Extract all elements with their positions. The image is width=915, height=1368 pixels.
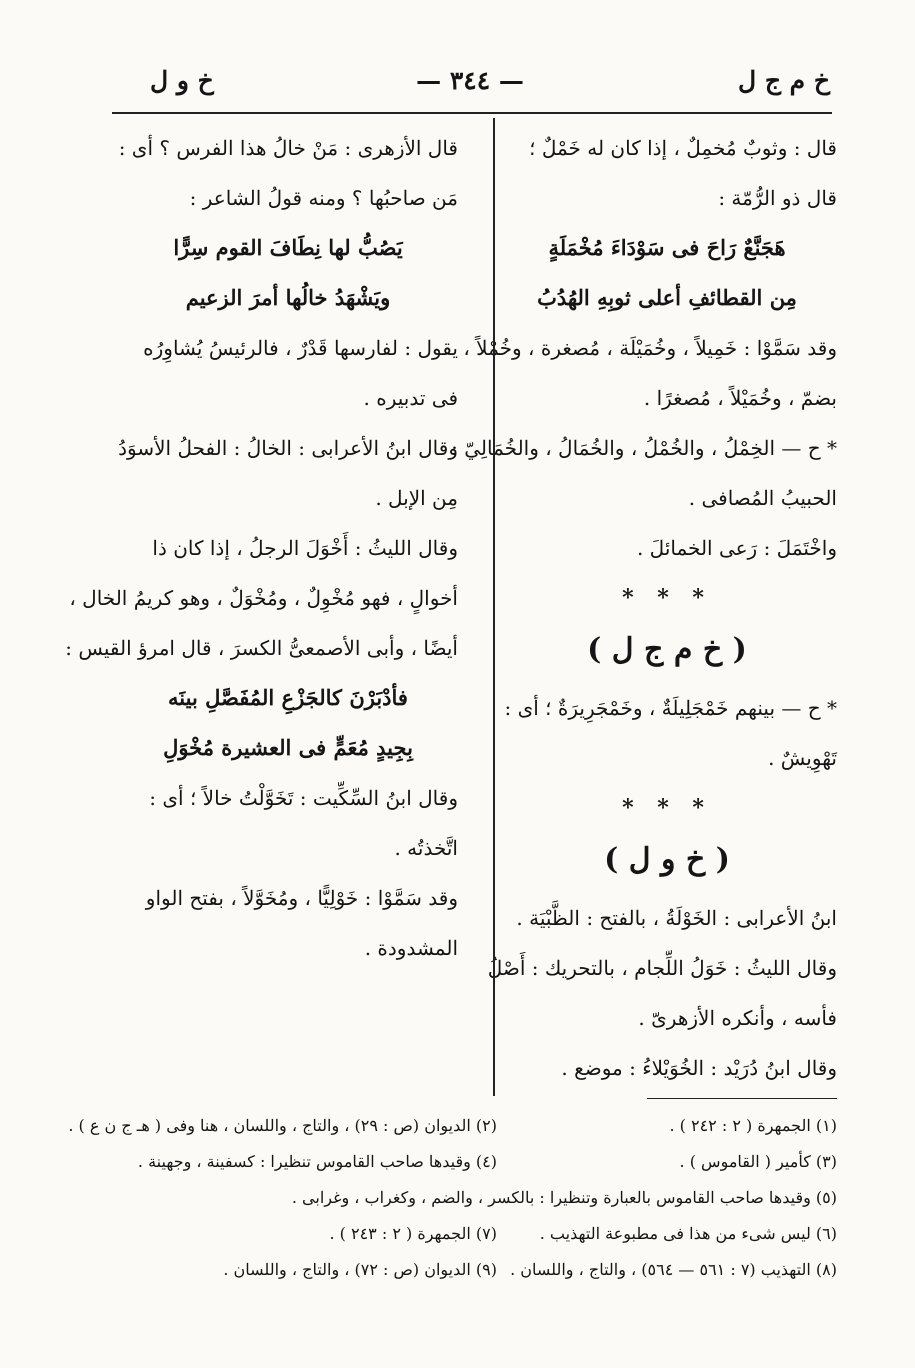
- footnote-9: (٩) الديوان (ص : ٧٢) ، والتاج ، واللسان .: [223, 1260, 497, 1279]
- text-line: فأسه ، وأنكره الأزهرىّ .: [638, 1006, 837, 1030]
- verse-line: فأدْبَرْنَ كالجَزْعِ المُفَصَّلِ بينَه: [168, 685, 408, 710]
- verse-line: بِجِيدٍ مُعَمٍّ فى العشيرة مُخْوَلِ: [163, 735, 413, 760]
- text-line: وقد سَمَّوْا : خَوْلِيًّا ، ومُخَوَّلاً ، بفتح الواو: [145, 886, 458, 910]
- header-right-root: خ م ج ل: [737, 66, 830, 95]
- section-separator: * * *: [622, 585, 712, 611]
- footnote-2: (٢) الديوان (ص : ٢٩) ، والتاج ، واللسان ، هنا وفى ( هـ ج ن ع ) .: [68, 1116, 497, 1135]
- footnotes: [68, 1110, 837, 1290]
- text-line: مِن الإبل .: [375, 486, 458, 510]
- verse-line: ويَشْهَدُ خالُها أمرَ الزعيم: [185, 285, 391, 310]
- text-line: وقال ابنُ الأعرابى : الخالُ : الفحلُ الأسوَدُ: [118, 436, 458, 460]
- text-line: وقال الليثُ : خَوَلُ اللِّجام ، بالتحريك : أَصْلُ: [487, 956, 837, 980]
- page-number: — ٣٤٤ —: [416, 66, 524, 95]
- footnote-7: (٧) الجمهرة ( ٢ : ٢٤٣ ) .: [329, 1224, 497, 1243]
- text-line: وقال ابنُ السِّكِّيت : تَخَوَّلْتُ خالاً ؛ أى :: [149, 786, 458, 810]
- right-column: [451, 128, 837, 1098]
- text-line: وقد سَمَّوْا : خَمِيلاً ، وخُمَيْلَة ، مُصغرة ، وخُمْلاً ،: [463, 336, 837, 360]
- footnote-row: [137, 1146, 837, 1182]
- footnote-5: (٥) وقيدها صاحب القاموس بالعبارة وتنظيرا : بالكسر ، والضم ، وكغراب ، وغرابى .: [291, 1188, 837, 1207]
- footnote-row: [137, 1182, 837, 1218]
- text-line: ابنُ الأعرابى : الخَوْلَةُ ، بالفتح : الظَّبْيَة .: [516, 906, 837, 930]
- footnote-row: [68, 1110, 837, 1146]
- footnote-row: [137, 1254, 837, 1290]
- text-line: بضمّ ، وخُمَيْلاً ، مُصغرًا .: [643, 386, 837, 410]
- text-line: قال : وثوبٌ مُخمِلٌ ، إذا كان له خَمْلٌ ؛: [529, 136, 837, 160]
- text-line: مَن صاحبُها ؟ ومنه قولُ الشاعر :: [189, 186, 458, 210]
- text-line: * ح — الخِمْلُ ، والخُمْلُ ، والخُمَالُ ، والخُمَالِيّ :: [451, 436, 837, 460]
- text-line: وقال ابنُ دُرَيْد : الخُوَيْلاءُ : موضع .: [561, 1056, 837, 1080]
- header-rule: [112, 112, 832, 114]
- text-line: الحبيبُ المُصافى .: [688, 486, 837, 510]
- text-line: فى تدبيره .: [363, 386, 458, 410]
- verse-line: يَصُبُّ لها نِطَافَ القوم سِرًّا: [173, 235, 403, 260]
- column-divider: [493, 118, 495, 1096]
- text-line: وقال الليثُ : أَخْوَلَ الرجلُ ، إذا كان ذا: [152, 536, 458, 560]
- verse-line: مِن القطائفِ أعلى ثوبِهِ الهُدُبُ: [537, 285, 797, 310]
- footnote-8: (٨) التهذيب (٧ : ٥٦١ — ٥٦٤) ، والتاج ، واللسان .: [510, 1260, 837, 1279]
- footnote-6: (٦) ليس شىء من هذا فى مطبوعة التهذيب .: [539, 1224, 837, 1243]
- page-header: [110, 66, 830, 106]
- footnote-1: (١) الجمهرة ( ٢ : ٢٤٢ ) .: [669, 1116, 837, 1135]
- text-line: قال الأزهرى : مَنْ خالُ هذا الفرس ؟ أى :: [118, 136, 458, 160]
- footnote-separator: [647, 1098, 837, 1099]
- text-line: المشدودة .: [364, 936, 458, 960]
- text-line: يقول : لفارسها قَدْرٌ ، فالرئيسُ يُشاوِرُه: [143, 336, 458, 360]
- text-line: تَهْوِيشٌ .: [768, 746, 837, 770]
- entry-heading: ( خ و ل ): [604, 842, 730, 877]
- left-column: [65, 128, 458, 978]
- verse-line: هَجَنَّعٌ رَاحَ فى سَوْدَاءَ مُخْمَلَةٍ: [548, 235, 786, 260]
- text-line: اتَّخذتُه .: [394, 836, 458, 860]
- footnote-4: (٤) وقيدها صاحب القاموس تنظيرا : كسفينة ، وجهينة .: [137, 1152, 497, 1171]
- footnote-3: (٣) كأمير ( القاموس ) .: [679, 1152, 837, 1171]
- text-line: أيضًا ، وأبى الأصمعىُّ الكسرَ ، قال امرؤ القيس :: [65, 636, 458, 660]
- text-line: قال ذو الرُّمّة :: [718, 186, 837, 210]
- text-line: * ح — بينهم خَمْجَلِيلَةٌ ، وخَمْجَرِيرَةٌ ؛ أى :: [504, 696, 837, 720]
- footnote-row: [137, 1218, 837, 1254]
- entry-heading: ( خ م ج ل ): [587, 632, 747, 667]
- text-line: أخوالٍ ، فهو مُخْوِلٌ ، ومُخْوَلٌ ، وهو كريمُ الخال ،: [69, 586, 458, 610]
- text-line: واخْتَمَلَ : رَعى الخمائلَ .: [636, 536, 837, 560]
- section-separator: * * *: [622, 795, 712, 821]
- header-left-root: خ و ل: [150, 66, 214, 95]
